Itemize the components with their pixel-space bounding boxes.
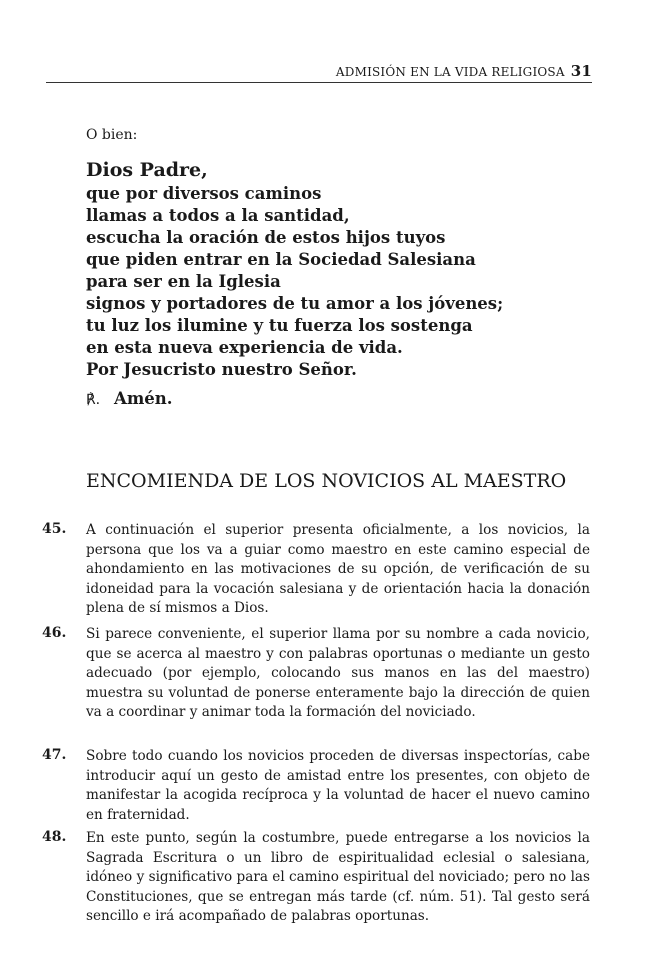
section-title: ENCOMIENDA DE LOS NOVICIOS AL MAESTRO [86,470,567,492]
paragraph-text: Sobre todo cuando los novicios proceden de diversas inspectorías, cabe introducir aquí un gesto de amistad entre los presentes, con objeto de manifestar la acogida recíproca y la voluntad de hacer el nuevo camino en fraternidad. [86,748,590,823]
prayer-line: escucha la oración de estos hijos tuyos [86,228,446,247]
prayer-line: para ser en la Iglesia [86,272,281,291]
paragraph-text: En este punto, según la costumbre, puede entregarse a los novicios la Sagrada Escritura o un libro de espiritualidad eclesial o salesiana, idóneo y significativo para el camino espiritual del noviciado; pero no las Constituciones, que se entregan más tarde (cf. núm. 51). Tal gesto será sencillo e irá acompañado de palabras oportunas. [86,830,590,924]
paragraph-number: 48. [42,829,67,845]
prayer-line: llamas a todos a la santidad, [86,206,350,225]
prayer-line: tu luz los ilumine y tu fuerza los sostenga [86,316,473,335]
paragraph-number: 47. [42,747,67,763]
intro-text: O bien: [86,127,138,143]
numbered-paragraph [42,829,590,927]
page-number: 31 [570,62,592,80]
response-symbol: ℟. [86,392,101,408]
paragraph-number: 45. [42,521,67,537]
paragraph-number: 46. [42,625,67,641]
response-line [86,389,173,408]
paragraph-text: A continuación el superior presenta oficialmente, a los novicios, la persona que los va a guiar como maestro en este camino especial de ahondamiento en las motivaciones de su opción, de verificación de su idoneidad para la vocación salesiana y de orientación hacia la donación plena de sí mismos a Dios. [86,522,590,616]
numbered-paragraph [42,625,590,723]
header-rule [46,82,592,83]
response-text: Amén. [114,389,173,408]
prayer-block [86,157,566,381]
prayer-line: Por Jesucristo nuestro Señor. [86,360,357,379]
prayer-line: signos y portadores de tu amor a los jóvenes; [86,294,504,313]
prayer-line: en esta nueva experiencia de vida. [86,338,403,357]
numbered-paragraph [42,747,590,825]
prayer-line: Dios Padre, [86,159,208,181]
prayer-line: que piden entrar en la Sociedad Salesiana [86,250,476,269]
running-header [46,62,592,80]
prayer-line: que por diversos caminos [86,184,322,203]
paragraph-text: Si parece conveniente, el superior llama por su nombre a cada novicio, que se acerca al maestro y con palabras oportunas o mediante un gesto adecuado (por ejemplo, colocando sus manos en las del maestro) muestra su voluntad de ponerse enteramente bajo la dirección de quien va a coordinar y animar toda la formación del noviciado. [86,626,590,720]
numbered-paragraph [42,521,590,619]
running-title: ADMISIÓN EN LA VIDA RELIGIOSA [335,65,565,79]
